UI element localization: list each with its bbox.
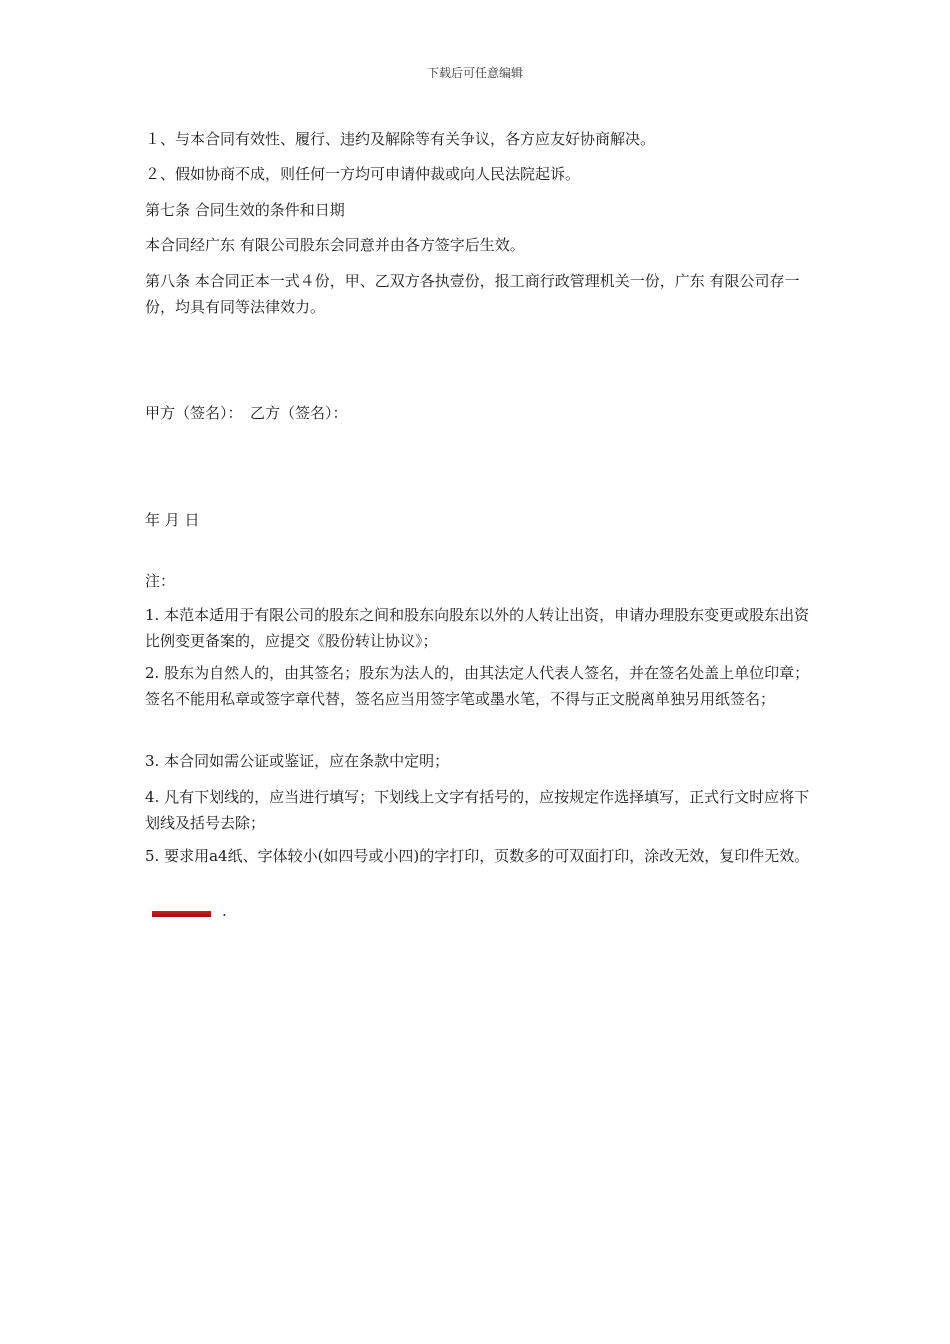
article-7-title: 第七条 合同生效的条件和日期 — [145, 201, 345, 219]
article-8: 第八条 本合同正本一式４份，甲、乙双方各执壹份，报工商行政管理机关一份，广东 有限公司存一份，均具有同等法律效力。 — [145, 272, 800, 316]
note-item-1: 1. 本范本适用于有限公司的股东之间和股东向股东以外的人转让出资，申请办理股东变更或股东出资比例变更备案的，应提交《股份转让协议》； — [145, 606, 810, 650]
footer-mark: . — [222, 902, 227, 920]
note-item-4: 4. 凡有下划线的，应当进行填写；下划线上文字有括号的，应按规定作选择填写，正式行文时应将下划线及括号去除； — [145, 788, 810, 832]
note-item-2: 2. 股东为自然人的，由其签名；股东为法人的，由其法定人代表人签名，并在签名处盖上单位印章；签名不能用私章或签字章代替，签名应当用签字笔或墨水笔，不得与正文脱离单独另用纸签名； — [145, 664, 810, 708]
signature-line: 甲方（签名）： 乙方（签名）： — [145, 404, 348, 422]
signature-date: 年 月 日 — [145, 511, 200, 529]
note-item-5: 5. 要求用a4纸、字体较小(如四号或小四)的字打印，页数多的可双面打印，涂改无效，复印件无效。 — [145, 847, 810, 865]
article-7-body: 本合同经广东 有限公司股东会同意并由各方签字后生效。 — [145, 236, 525, 254]
dispute-clause-2: ２、假如协商不成，则任何一方均可申请仲裁或向人民法院起诉。 — [145, 165, 581, 183]
page-header: 下载后可任意编辑 — [426, 66, 523, 80]
dispute-clause-1: １、与本合同有效性、履行、违约及解除等有关争议，各方应友好协商解决。 — [145, 130, 656, 148]
notes-title: 注： — [145, 572, 176, 590]
note-item-3: 3. 本合同如需公证或鉴证，应在条款中定明； — [145, 752, 450, 770]
red-marker-bar — [152, 911, 211, 917]
